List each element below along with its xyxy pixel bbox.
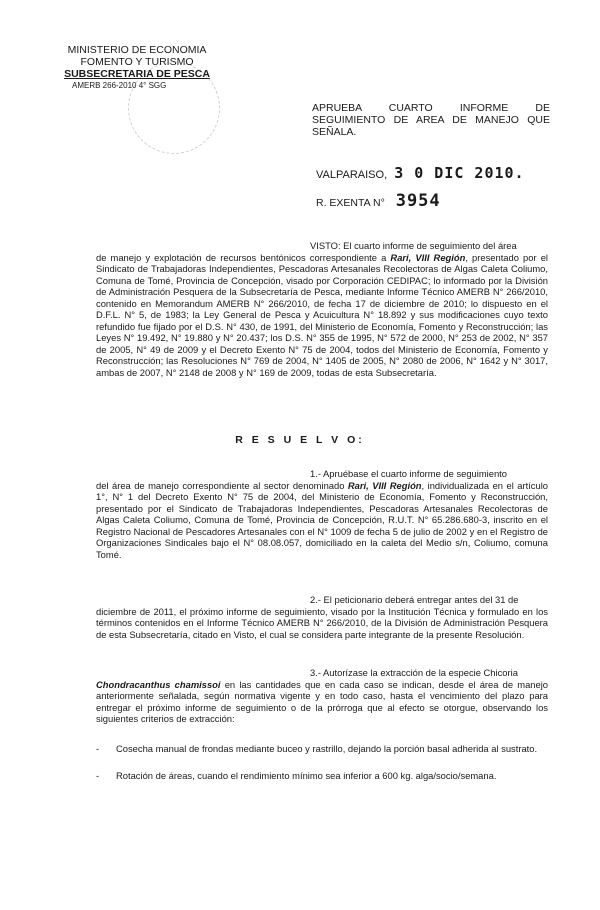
- item-3-paragraph: [96, 667, 548, 725]
- visto-lead: VISTO: El cuarto informe de seguimiento del área: [310, 240, 517, 251]
- item-3-species: Chondracanthus chamissoi: [96, 678, 221, 690]
- item-1-paragraph: [96, 468, 548, 560]
- visto-text-b: , presentado por el Sindicato de Trabajadoras Independientes, Pescadoras Artesanales Recolectoras de Algas Caleta Coliumo, Comuna de Tomé, Provincia de Concepción, visado por Corporación CEDIPAC; lo informado por la División de Administración Pesquera de la Subsecretaría de Pesca, mediante Informe Técnico AMERB N° 266/2010, contenido en Memorandum AMERB N° 266/2010, de fecha 17 de diciembre de 2010; lo dispuesto en el D.F.L. N° 5, de 1983; la Ley General de Pesca y Acuicultura N° 18.892 y sus modificaciones cuyo texto refundido fue fijado por el D.S. N° 430, de 1991, del Ministerio de Economía, Fomento y Reconstrucción; las Leyes N° 19.492, N° 19.880 y N° 20.437; los D.S. N° 355 de 1995, N° 572 de 2000, N° 253 de 2002, N° 357 de 2005, N° 49 de 2009 y el Decreto Exento N° 75 de 2004, todos del Ministerio de Economía, Fomento y Reconstrucción; las Resoluciones N° 769 de 2004, N° 1405 de 2005, N° 2080 de 2006, N° 1642 y N° 3017, ambas de 2007, N° 2148 de 2008 y N° 169 de 2009, todas de esta Subsecretaría.: [96, 251, 548, 378]
- visto-paragraph: [96, 240, 548, 378]
- bullet-text: Cosecha manual de frondas mediante buceo y rastrillo, dejando la porción basal adherida al sustrato.: [116, 743, 538, 754]
- resolution-subject: APRUEBA CUARTO INFORME DE SEGUIMIENTO DE AREA DE MANEJO QUE SEÑALA.: [312, 102, 550, 138]
- item-3-text: en las cantidades que en cada caso se indican, desde el área de manejo anteriormente señalada, según normativa vigente y en todo caso, hasta el vencimiento del plazo para entregar el próximo informe de seguimiento o de la prórroga que al efecto se otorgue, observando los siguientes criterios de extracción:: [96, 678, 549, 724]
- item-1-place: Rari, VIII Región: [347, 479, 422, 491]
- bullet-mark: -: [96, 743, 100, 754]
- list-item: [96, 743, 548, 755]
- list-item: [96, 770, 548, 782]
- resolution-number-label: R. EXENTA N°: [316, 197, 385, 209]
- letterhead-reference: AMERB 266-2010 4° SGG: [72, 81, 167, 90]
- item-1-text-a: del área de manejo correspondiente al sector denominado: [96, 479, 348, 491]
- item-3-lead: 3.- Autorízase la extracción de la especie Chicoria: [310, 667, 518, 678]
- letterhead-subsecretaria: SUBSECRETARIA DE PESCA: [64, 68, 210, 80]
- resolution-number: [316, 191, 441, 211]
- dateline-city: VALPARAISO,: [316, 169, 388, 181]
- official-stamp-icon: [128, 62, 220, 154]
- visto-place: Rari, VIII Región: [390, 251, 466, 263]
- letterhead-ministry: MINISTERIO DE ECONOMIA: [67, 44, 207, 56]
- item-1-text-b: , individualizada en el artículo 1°, N° 1 del Decreto Exento N° 75 de 2004, del Ministerio de Economía, Fomento y Reconstrucción, presentado por el Sindicato de Trabajadoras Independientes, Pescadoras Artesanales Recolectoras de Algas Caleta Coliumo, Comuna de Tomé, Provincia de Concepción, R.U.T. N° 65.286.680-3, inscrito en el Registro Nacional de Pescadores Artesanales con el N° 1009 de fecha 5 de julio de 2002 y en el Registro de Organizaciones Sindicales bajo el N° 08.08.057, domiciliado en la caleta del Medio s/n, Coliumo, comuna Tomé.: [96, 479, 548, 560]
- resolution-number-value: 3954: [395, 191, 441, 211]
- bullet-text: Rotación de áreas, cuando el rendimiento mínimo sea inferior a 600 kg. alga/socio/semana.: [116, 770, 497, 781]
- item-2-text: diciembre de 2011, el próximo informe de seguimiento, visado por la Institución Técnica y formulado en los términos contenidos en el Informe Técnico AMERB N° 266/2010, de la División de Administración Pesquera de esta Subsecretaría, citado en Visto, el cual se considera parte integrante de la presente Resolución.: [96, 605, 548, 640]
- bullet-mark: -: [96, 770, 100, 781]
- item-1-lead: 1.- Apruébase el cuarto informe de seguimiento: [310, 468, 507, 479]
- item-2-paragraph: [96, 594, 548, 640]
- item-2-lead: 2.- El peticionario deberá entregar antes del 31 de: [310, 594, 519, 605]
- visto-text-a: de manejo y explotación de recursos bentónicos correspondiente a: [96, 251, 391, 263]
- resuelvo-heading: R E S U E L V O:: [235, 434, 365, 446]
- dateline: [316, 164, 525, 182]
- letterhead-ministry-2: FOMENTO Y TURISMO: [80, 56, 194, 68]
- dateline-date: 3 0 DIC 2010.: [394, 164, 525, 182]
